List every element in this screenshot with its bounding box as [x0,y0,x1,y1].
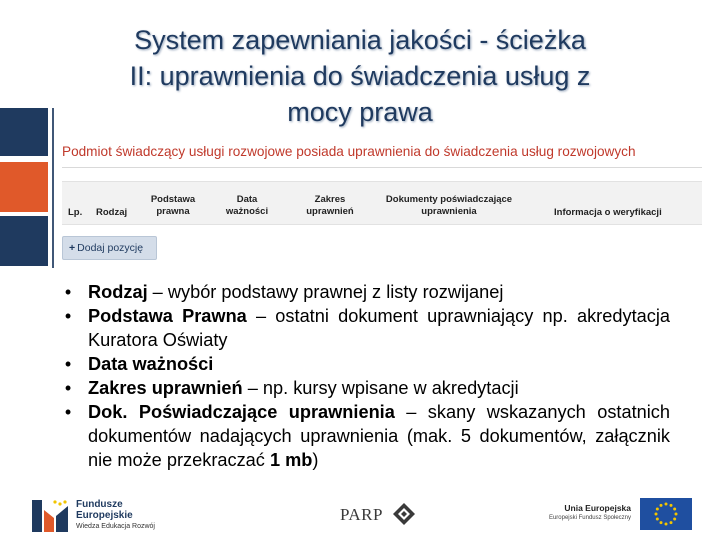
eu-star [660,521,663,524]
column-header-zakres [302,194,358,218]
column-header-podstawa-line1: Podstawa [150,194,196,205]
bullet-strong: 1 mb [269,450,313,470]
eu-star [670,521,673,524]
bullet-term: Data ważności [88,354,214,374]
title-line-1: System zapewniania jakości - ścieżka [134,25,586,55]
bullet-term: Zakres uprawnień [88,378,243,398]
bullet-text: – np. kursy wpisane w akredytacji [242,378,519,398]
column-header-data-line1: Data [236,194,258,205]
accent-block-middle [0,162,48,212]
column-header-rodzaj: Rodzaj [96,207,128,218]
bullet-term: Rodzaj [88,282,148,302]
bullet-text: – ostatni dokument uprawniający np. akredytacja Kuratora Oświaty [88,306,670,350]
column-header-podstawa [148,194,198,218]
bullet-item [58,352,670,376]
unia-europejska-logo [535,496,695,532]
bullet-tail: ) [312,450,319,470]
title-line-2: II: uprawnienia do świadczenia usług z [129,61,591,91]
accent-block-bottom [0,216,48,266]
plus-icon: + [69,242,76,254]
bullet-icon: • [64,306,72,326]
bullet-icon: • [64,378,72,398]
eu-star [660,504,663,507]
bullet-item [58,304,670,352]
column-header-dokumenty [384,194,514,218]
slide-title [40,22,680,130]
eu-flag-icon [640,498,692,530]
parp-arrows-icon [392,502,416,526]
bullet-term: Podstawa Prawna [88,306,247,326]
bullet-item [58,376,670,400]
fe-line2: Europejskie [76,510,133,521]
column-header-zakres-line2: uprawnień [306,206,354,217]
eu-star [673,508,676,511]
ue-line1: Unia Europejska [564,503,631,513]
bullet-icon: • [64,354,72,374]
fundusze-europejskie-logo [30,494,190,536]
accent-rule [52,108,54,268]
table-header [62,181,702,225]
eu-star [656,508,659,511]
parp-text: PARP [340,505,383,524]
fundusze-europejskie-text [76,499,155,532]
title-line-3: mocy prawa [287,97,433,127]
eu-star [656,518,659,521]
ue-line2: Europejski Fundusz Społeczny [548,515,631,521]
form-section-heading: Podmiot świadczący usługi rozwojowe posiada uprawnienia do świadczenia usług rozwojowych [62,144,636,159]
column-header-informacja: Informacja o weryfikacji [554,207,662,218]
column-header-data [222,194,272,218]
column-header-podstawa-line2: prawna [156,206,190,217]
fe-line3: Wiedza Edukacja Rozwój [76,523,155,530]
column-header-dokumenty-line2: uprawnienia [421,206,477,217]
column-header-dokumenty-line1: Dokumenty poświadczające [385,194,513,205]
bullet-text: – wybór podstawy prawnej z listy rozwijanej [147,282,504,302]
bullet-list [58,280,670,472]
eu-star [665,503,668,506]
unia-europejska-text [541,503,631,523]
fe-line1: Fundusze [76,499,123,510]
bullet-item [58,400,670,472]
eu-star [675,513,678,516]
column-header-lp: Lp. [68,207,83,218]
eu-star [670,504,673,507]
bullet-text: – skany wskazanych ostatnich dokumentów nadających uprawnienia (mak. 5 dokumentów, załącznik nie może przekraczać [88,402,670,470]
eu-star [665,523,668,526]
bullet-icon: • [64,282,72,302]
section-divider [62,167,702,168]
column-header-zakres-line1: Zakres [314,194,346,205]
eu-star [655,513,658,516]
eu-star [673,518,676,521]
fundusze-europejskie-icon [30,496,70,534]
add-item-button-label: Dodaj pozycję [77,242,144,254]
add-item-button[interactable] [62,236,157,260]
parp-logo [340,498,420,530]
bullet-icon: • [64,402,72,422]
bullet-term: Dok. Poświadczające uprawnienia [88,402,395,422]
bullet-item [58,280,670,304]
column-header-data-line2: ważności [225,206,269,217]
